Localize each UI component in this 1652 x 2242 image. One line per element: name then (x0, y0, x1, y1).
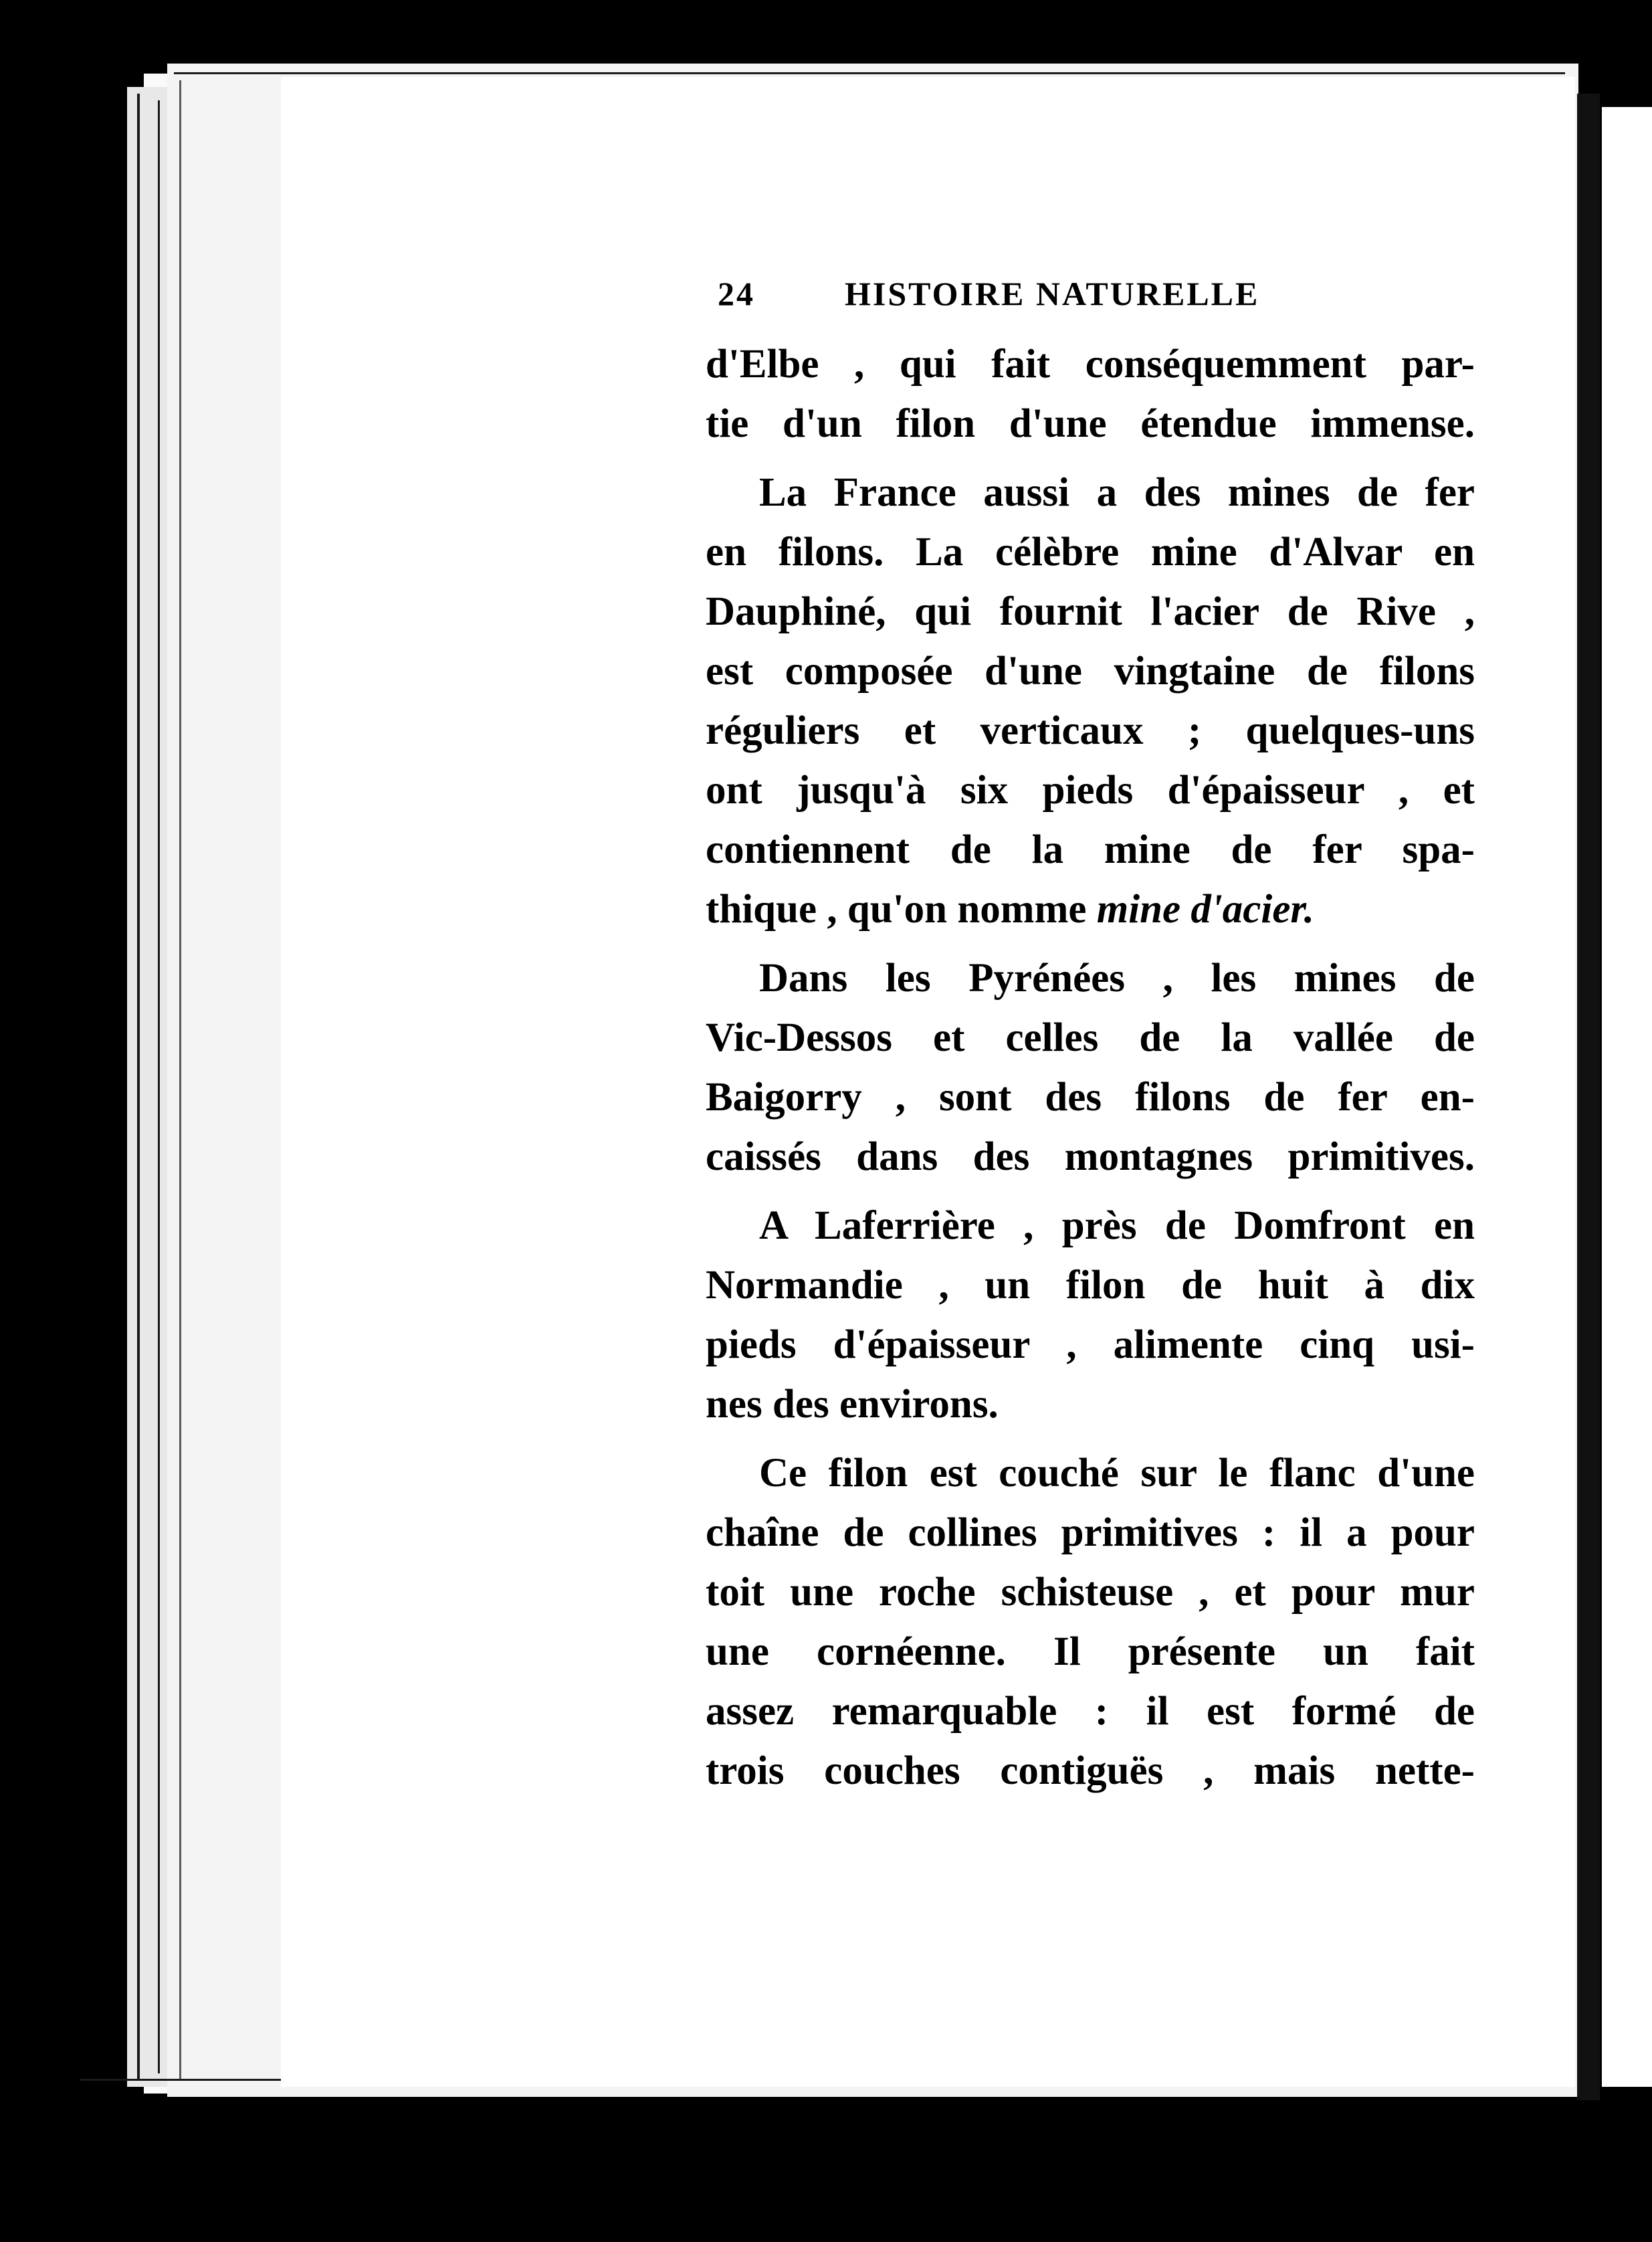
paragraph (706, 334, 1475, 453)
book-spine (1577, 94, 1600, 2100)
paragraph (706, 463, 1475, 939)
text-line: contiennent de la mine de fer spa- (706, 827, 1475, 872)
text-line: Normandie , un filon de huit à dix (706, 1263, 1475, 1308)
page-number: 24 (718, 275, 755, 312)
text-line: Ce filon est couché sur le flanc d'une (759, 1451, 1475, 1496)
page-edge (127, 87, 167, 2087)
text-line: en filons. La célèbre mine d'Alvar en (706, 530, 1475, 575)
text-line: La France aussi a des mines de fer (759, 470, 1475, 515)
paragraph (706, 1196, 1475, 1434)
page-edge-shadow (158, 100, 160, 2073)
page-text (706, 274, 1475, 1801)
page-edge-shadow (174, 72, 1565, 74)
facing-page-edge (1602, 107, 1652, 2087)
text-line: toit une roche schisteuse , et pour mur (706, 1570, 1475, 1615)
text-line: Vic-Dessos et celles de la vallée de (706, 1015, 1475, 1060)
text-line: Baigorry , sont des filons de fer en- (706, 1075, 1475, 1120)
italic-term: mine d'acier. (1096, 887, 1315, 932)
page-edge-shadow (179, 80, 181, 2080)
text-line: trois couches contiguës , mais nette- (706, 1748, 1475, 1793)
page-header (706, 274, 1475, 334)
text-line: Dans les Pyrénées , les mines de (759, 956, 1475, 1001)
text-line (706, 880, 1475, 939)
text-line: chaîne de collines primitives : il a pour (706, 1510, 1475, 1555)
text-line: une cornéenne. Il présente un fait (706, 1629, 1475, 1674)
text-line: d'Elbe , qui fait conséquemment par- (706, 342, 1475, 387)
text-line: Dauphiné, qui fournit l'acier de Rive , (706, 589, 1475, 634)
text-line: assez remarquable : il est formé de (706, 1689, 1475, 1734)
text-run: thique , qu'on nomme (706, 887, 1097, 932)
text-line: A Laferrière , près de Domfront en (759, 1203, 1475, 1248)
page-edge-shadow (137, 94, 140, 2080)
text-line: pieds d'épaisseur , alimente cinq usi- (706, 1322, 1475, 1367)
text-line: caissés dans des montagnes primitives. (706, 1134, 1475, 1179)
text-line: tie d'un filon d'une étendue immense. (706, 401, 1475, 446)
paragraph (706, 1443, 1475, 1801)
text-line: ont jusqu'à six pieds d'épaisseur , et (706, 768, 1475, 813)
text-line: nes des environs. (706, 1382, 999, 1427)
paragraph (706, 948, 1475, 1187)
text-line: est composée d'une vingtaine de filons (706, 649, 1475, 694)
text-line: réguliers et verticaux ; quelques-uns (706, 708, 1475, 753)
running-head: HISTOIRE NATURELLE (845, 275, 1260, 312)
